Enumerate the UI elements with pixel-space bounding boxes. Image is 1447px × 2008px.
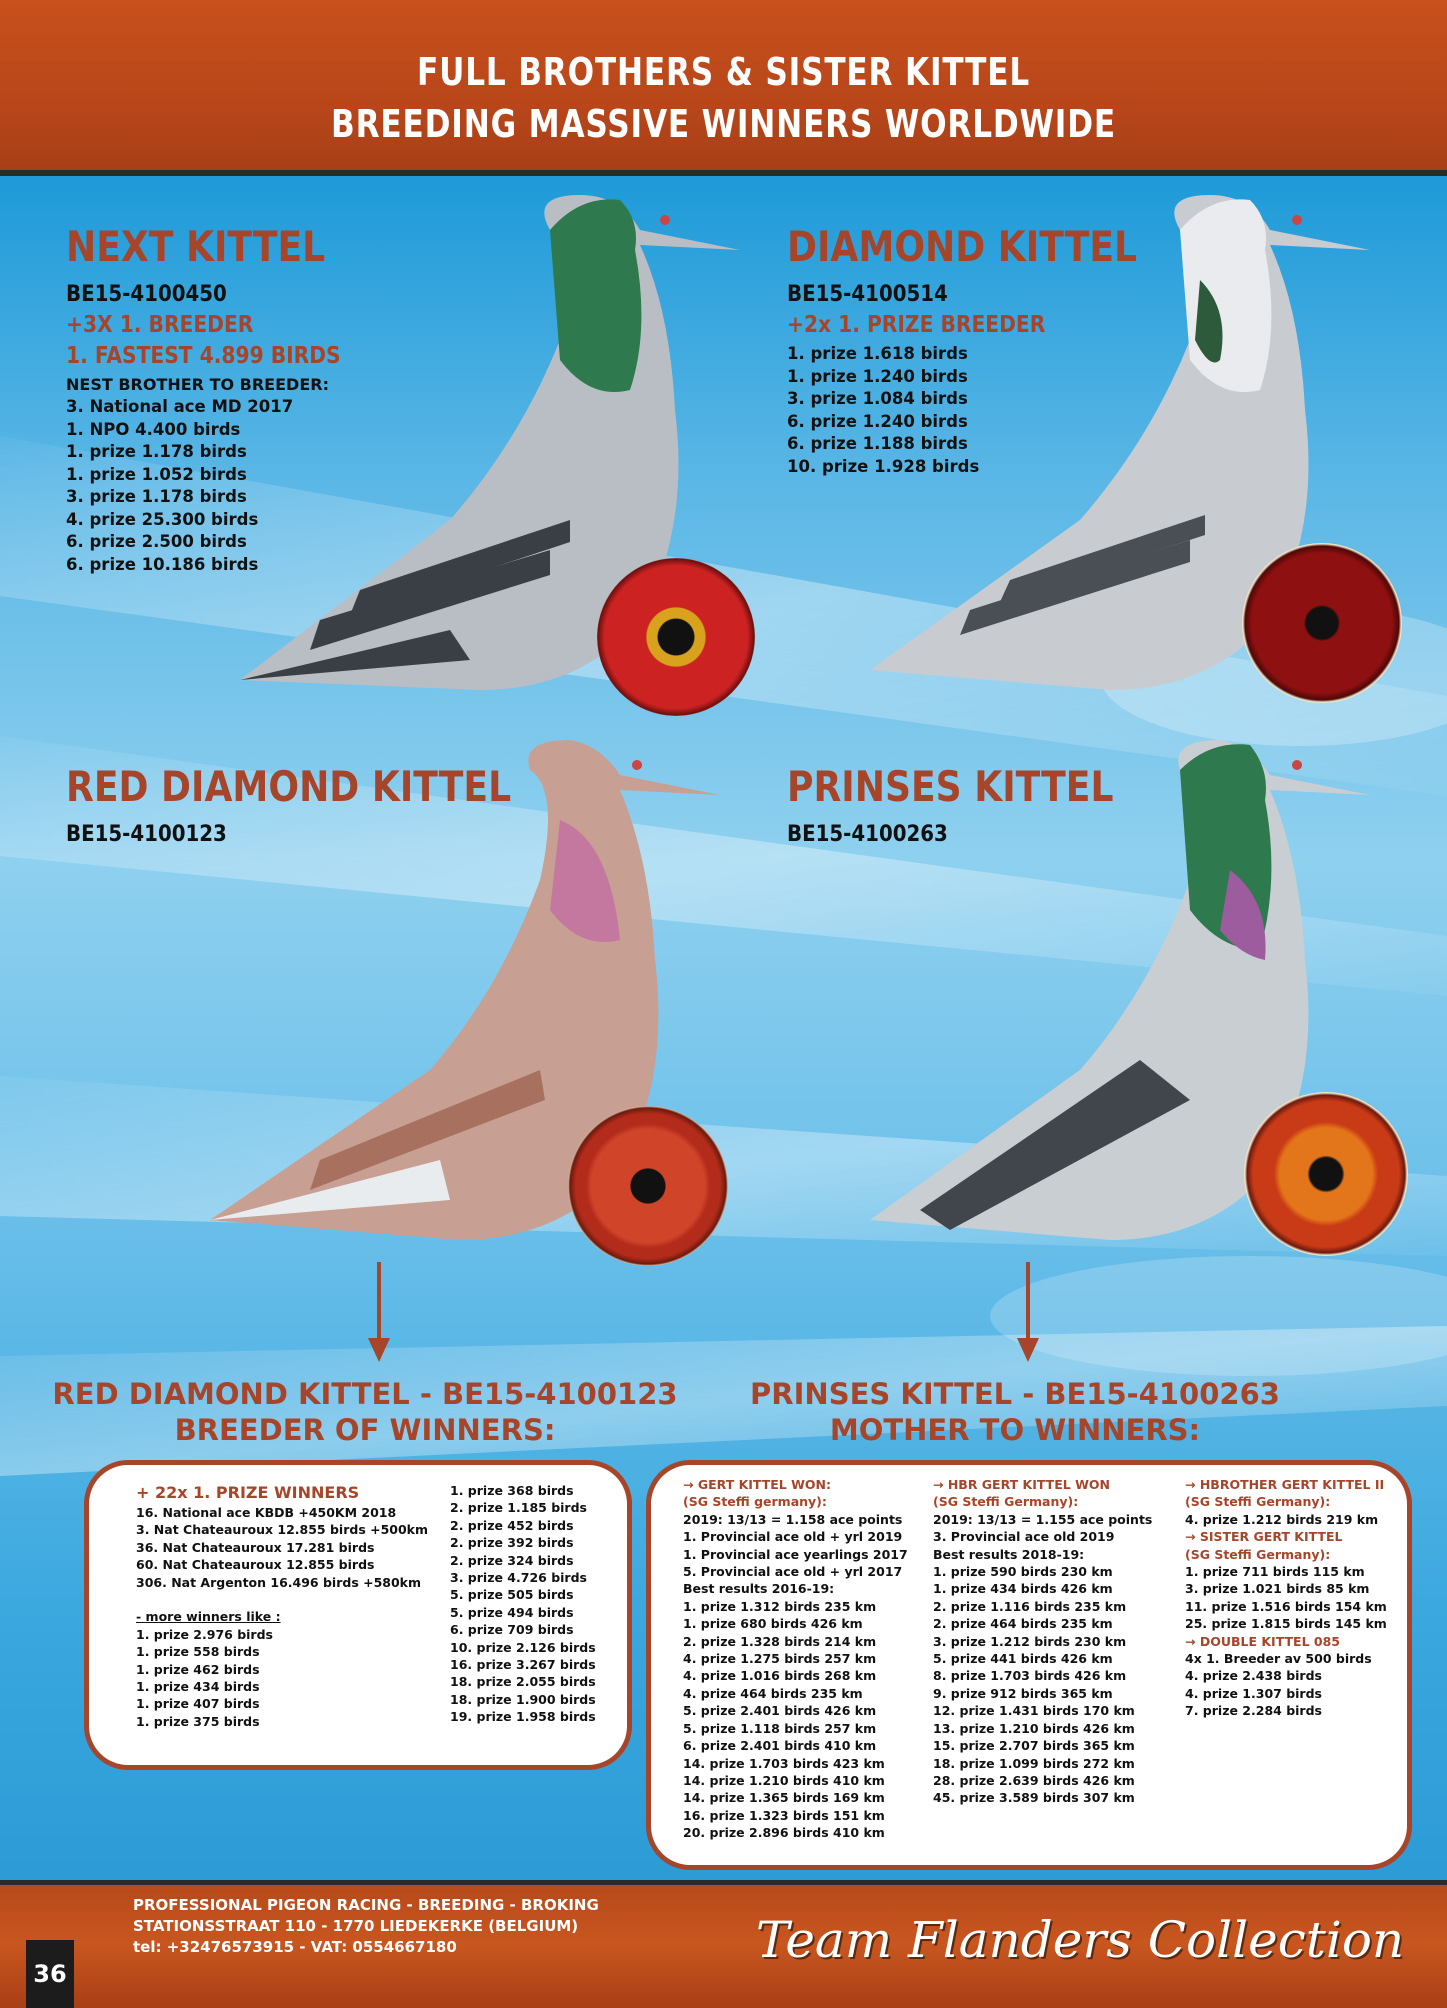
result-item: 3. Nat Chateauroux 12.855 birds +500km: [136, 1522, 429, 1538]
result-item: 3. prize 4.726 birds: [450, 1570, 587, 1586]
result-item: 5. prize 441 birds 426 km: [933, 1651, 1113, 1667]
result-item: 45. prize 3.589 birds 307 km: [933, 1790, 1135, 1806]
result-item: 1. prize 1.312 birds 235 km: [683, 1598, 877, 1614]
result-item: 4. prize 25.300 birds: [66, 509, 259, 529]
winners-col3-prinses: [1185, 1476, 1387, 1720]
result-item: 11. prize 1.516 birds 154 km: [1185, 1598, 1387, 1614]
result-item: Best results 2016-19:: [683, 1581, 835, 1597]
result-item: 19. prize 1.958 birds: [450, 1709, 596, 1725]
results-list-next-kittel: [66, 396, 293, 576]
col-heading: + 22x 1. PRIZE WINNERS: [136, 1483, 360, 1502]
result-item: 3. prize 1.178 birds: [66, 487, 247, 506]
result-item: 8. prize 1.703 birds 426 km: [933, 1668, 1127, 1684]
brand-logo: Team Flanders Collection: [755, 1911, 1405, 1969]
header-title-line1: FULL BROTHERS & SISTER KITTEL: [416, 50, 1031, 94]
result-item: 1. prize 462 birds: [136, 1661, 260, 1677]
result-item: 1. prize 407 birds: [136, 1696, 260, 1712]
winners-col1-red-diamond: [136, 1482, 428, 1730]
eye-next-kittel-image: [597, 558, 755, 716]
footer-address: STATIONSSTRAAT 110 - 1770 LIEDEKERKE (BELGIUM): [133, 1917, 579, 1935]
result-item: 2. prize 324 birds: [450, 1552, 574, 1568]
col-heading: (SG Steffi germany):: [683, 1494, 827, 1510]
bird-name-diamond-kittel: DIAMOND KITTEL: [787, 222, 1138, 271]
result-item: 4. prize 1.212 birds 219 km: [1185, 1511, 1379, 1527]
result-item: 1. prize 434 birds: [136, 1679, 260, 1695]
highlight-diamond-kittel: +2x 1. PRIZE BREEDER: [787, 312, 1046, 338]
result-item: 10. prize 2.126 birds: [450, 1639, 596, 1655]
result-item: 2019: 13/13 = 1.155 ace points: [933, 1511, 1153, 1527]
result-item: 2. prize 464 birds 235 km: [933, 1616, 1113, 1632]
result-item: 1. prize 1.618 birds: [787, 344, 968, 363]
spacer: [136, 1591, 428, 1608]
col-heading: → HBR GERT KITTEL WON: [933, 1477, 1110, 1492]
result-item: 6. prize 1.240 birds: [787, 411, 968, 431]
result-item: 28. prize 2.639 birds 426 km: [933, 1772, 1135, 1788]
result-item: 4. prize 2.438 birds: [1185, 1668, 1322, 1684]
result-item: 16. prize 1.323 birds 151 km: [683, 1807, 885, 1823]
result-item: 1. prize 558 birds: [136, 1644, 260, 1660]
col-heading: (SG Steffi Germany):: [1185, 1494, 1331, 1510]
winners-col2-red-diamond: [450, 1482, 596, 1726]
nest-brother-label: NEST BROTHER TO BREEDER:: [66, 375, 329, 394]
col-heading: → DOUBLE KITTEL 085: [1185, 1633, 1340, 1649]
result-item: 2. prize 1.328 birds 214 km: [683, 1633, 877, 1649]
result-item: 9. prize 912 birds 365 km: [933, 1685, 1113, 1701]
result-item: 13. prize 1.210 birds 426 km: [933, 1720, 1135, 1736]
result-item: 3. National ace MD 2017: [66, 397, 294, 416]
result-item: 6. prize 2.401 birds 410 km: [683, 1738, 877, 1754]
section-subtitle-red-diamond: BREEDER OF WINNERS:: [174, 1413, 556, 1447]
result-item: Best results 2018-19:: [933, 1546, 1085, 1562]
result-item: 6. prize 2.500 birds: [66, 532, 247, 551]
result-item: 4. prize 1.016 birds 268 km: [683, 1668, 877, 1684]
col-heading: → SISTER GERT KITTEL: [1185, 1529, 1343, 1545]
result-item: 6. prize 10.186 birds: [66, 554, 259, 574]
col-heading: (SG Steffi Germany):: [1185, 1546, 1331, 1562]
result-item: 2. prize 1.116 birds 235 km: [933, 1598, 1127, 1614]
result-item: 1. prize 434 birds 426 km: [933, 1581, 1113, 1597]
footer-divider: [0, 1880, 1447, 1885]
result-item: 3. Provincial ace old 2019: [933, 1529, 1115, 1545]
winners-col2-prinses: [933, 1476, 1152, 1807]
result-item: 5. prize 505 birds: [450, 1587, 574, 1603]
ring-number-prinses-kittel: BE15-4100263: [787, 822, 948, 847]
result-item: 5. Provincial ace old + yrl 2017: [683, 1564, 903, 1580]
result-item: 3. prize 1.084 birds: [787, 389, 968, 408]
result-item: 3. prize 1.021 birds 85 km: [1185, 1581, 1370, 1597]
bird-name-next-kittel: NEXT KITTEL: [66, 222, 326, 271]
bird-name-prinses-kittel: PRINSES KITTEL: [787, 762, 1114, 811]
result-item: 1. prize 1.052 birds: [66, 464, 247, 484]
eye-diamond-kittel-image: [1242, 543, 1402, 703]
result-item: 4. prize 1.307 birds: [1185, 1685, 1322, 1701]
result-item: 1. prize 590 birds 230 km: [933, 1564, 1113, 1580]
result-item: 25. prize 1.815 birds 145 km: [1185, 1616, 1387, 1632]
down-arrow-icon: [1015, 1262, 1041, 1362]
result-item: 18. prize 1.099 birds 272 km: [933, 1755, 1135, 1771]
result-item: 5. prize 2.401 birds 426 km: [683, 1703, 877, 1719]
ring-number-diamond-kittel: BE15-4100514: [787, 282, 948, 307]
section-title-red-diamond: RED DIAMOND KITTEL - BE15-4100123: [52, 1377, 678, 1411]
result-item: 3. prize 1.212 birds 230 km: [933, 1633, 1127, 1649]
col-heading: → GERT KITTEL WON:: [683, 1477, 831, 1492]
eye-red-diamond-kittel-image: [568, 1106, 728, 1266]
result-item: 16. National ace KBDB +450KM 2018: [136, 1505, 397, 1520]
result-item: 20. prize 2.896 birds 410 km: [683, 1825, 885, 1841]
result-item: 1. prize 711 birds 115 km: [1185, 1564, 1365, 1580]
col-heading: (SG Steffi Germany):: [933, 1494, 1079, 1510]
result-item: 18. prize 1.900 birds: [450, 1691, 596, 1707]
footer-tagline: PROFESSIONAL PIGEON RACING - BREEDING - BROKING: [133, 1896, 599, 1914]
footer-phone-vat: tel: +32476573915 - VAT: 0554667180: [133, 1938, 457, 1956]
eye-prinses-kittel-image: [1244, 1092, 1408, 1256]
result-item: 36. Nat Chateauroux 17.281 birds: [136, 1539, 375, 1555]
result-item: 18. prize 2.055 birds: [450, 1674, 596, 1690]
col-heading: → HBROTHER GERT KITTEL II: [1185, 1477, 1385, 1492]
more-winners-label: - more winners like :: [136, 1609, 281, 1625]
result-item: 2. prize 392 birds: [450, 1535, 574, 1551]
result-item: 14. prize 1.210 birds 410 km: [683, 1772, 885, 1788]
winners-col1-prinses: [683, 1476, 908, 1842]
result-item: 14. prize 1.703 birds 423 km: [683, 1755, 885, 1771]
highlight-next-kittel-1: +3X 1. BREEDER: [66, 312, 254, 338]
result-item: 16. prize 3.267 birds: [450, 1657, 596, 1673]
result-item: 7. prize 2.284 birds: [1185, 1703, 1322, 1719]
result-item: 1. prize 680 birds 426 km: [683, 1616, 863, 1632]
page-number: 36: [26, 1940, 74, 2008]
result-item: 1. prize 1.178 birds: [66, 442, 247, 461]
result-item: 12. prize 1.431 birds 170 km: [933, 1703, 1135, 1719]
result-item: 6. prize 1.188 birds: [787, 434, 968, 453]
bird-name-red-diamond-kittel: RED DIAMOND KITTEL: [66, 762, 512, 811]
result-item: 14. prize 1.365 birds 169 km: [683, 1790, 885, 1806]
ring-number-red-diamond-kittel: BE15-4100123: [66, 822, 227, 847]
results-list-diamond-kittel: [787, 343, 979, 478]
section-title-prinses: PRINSES KITTEL - BE15-4100263: [750, 1377, 1280, 1411]
ring-number-next-kittel: BE15-4100450: [66, 282, 227, 307]
result-item: 5. prize 1.118 birds 257 km: [683, 1720, 877, 1736]
result-item: 1. NPO 4.400 birds: [66, 419, 241, 439]
result-item: 2019: 13/13 = 1.158 ace points: [683, 1511, 903, 1527]
section-subtitle-prinses: MOTHER TO WINNERS:: [829, 1413, 1201, 1447]
result-item: 1. prize 2.976 birds: [136, 1626, 273, 1642]
header-title-line2: BREEDING MASSIVE WINNERS WORLDWIDE: [331, 102, 1116, 146]
result-item: 306. Nat Argenton 16.496 birds +580km: [136, 1574, 422, 1590]
result-item: 2. prize 1.185 birds: [450, 1500, 587, 1516]
result-item: 4. prize 1.275 birds 257 km: [683, 1651, 877, 1667]
down-arrow-icon: [366, 1262, 392, 1362]
result-item: 1. prize 375 birds: [136, 1713, 260, 1729]
result-item: 15. prize 2.707 birds 365 km: [933, 1738, 1135, 1754]
result-item: 60. Nat Chateauroux 12.855 birds: [136, 1557, 375, 1573]
result-item: 1. Provincial ace yearlings 2017: [683, 1546, 908, 1562]
highlight-next-kittel-2: 1. FASTEST 4.899 BIRDS: [66, 343, 341, 369]
result-item: 4. prize 464 birds 235 km: [683, 1685, 863, 1701]
result-item: 1. Provincial ace old + yrl 2019: [683, 1529, 903, 1545]
result-item: 1. prize 1.240 birds: [787, 366, 968, 386]
result-item: 6. prize 709 birds: [450, 1622, 574, 1638]
result-item: 4x 1. Breeder av 500 birds: [1185, 1651, 1372, 1667]
result-item: 2. prize 452 birds: [450, 1517, 574, 1533]
result-item: 5. prize 494 birds: [450, 1604, 574, 1620]
result-item: 10. prize 1.928 birds: [787, 456, 980, 476]
header-divider: [0, 170, 1447, 176]
result-item: 1. prize 368 birds: [450, 1483, 574, 1498]
